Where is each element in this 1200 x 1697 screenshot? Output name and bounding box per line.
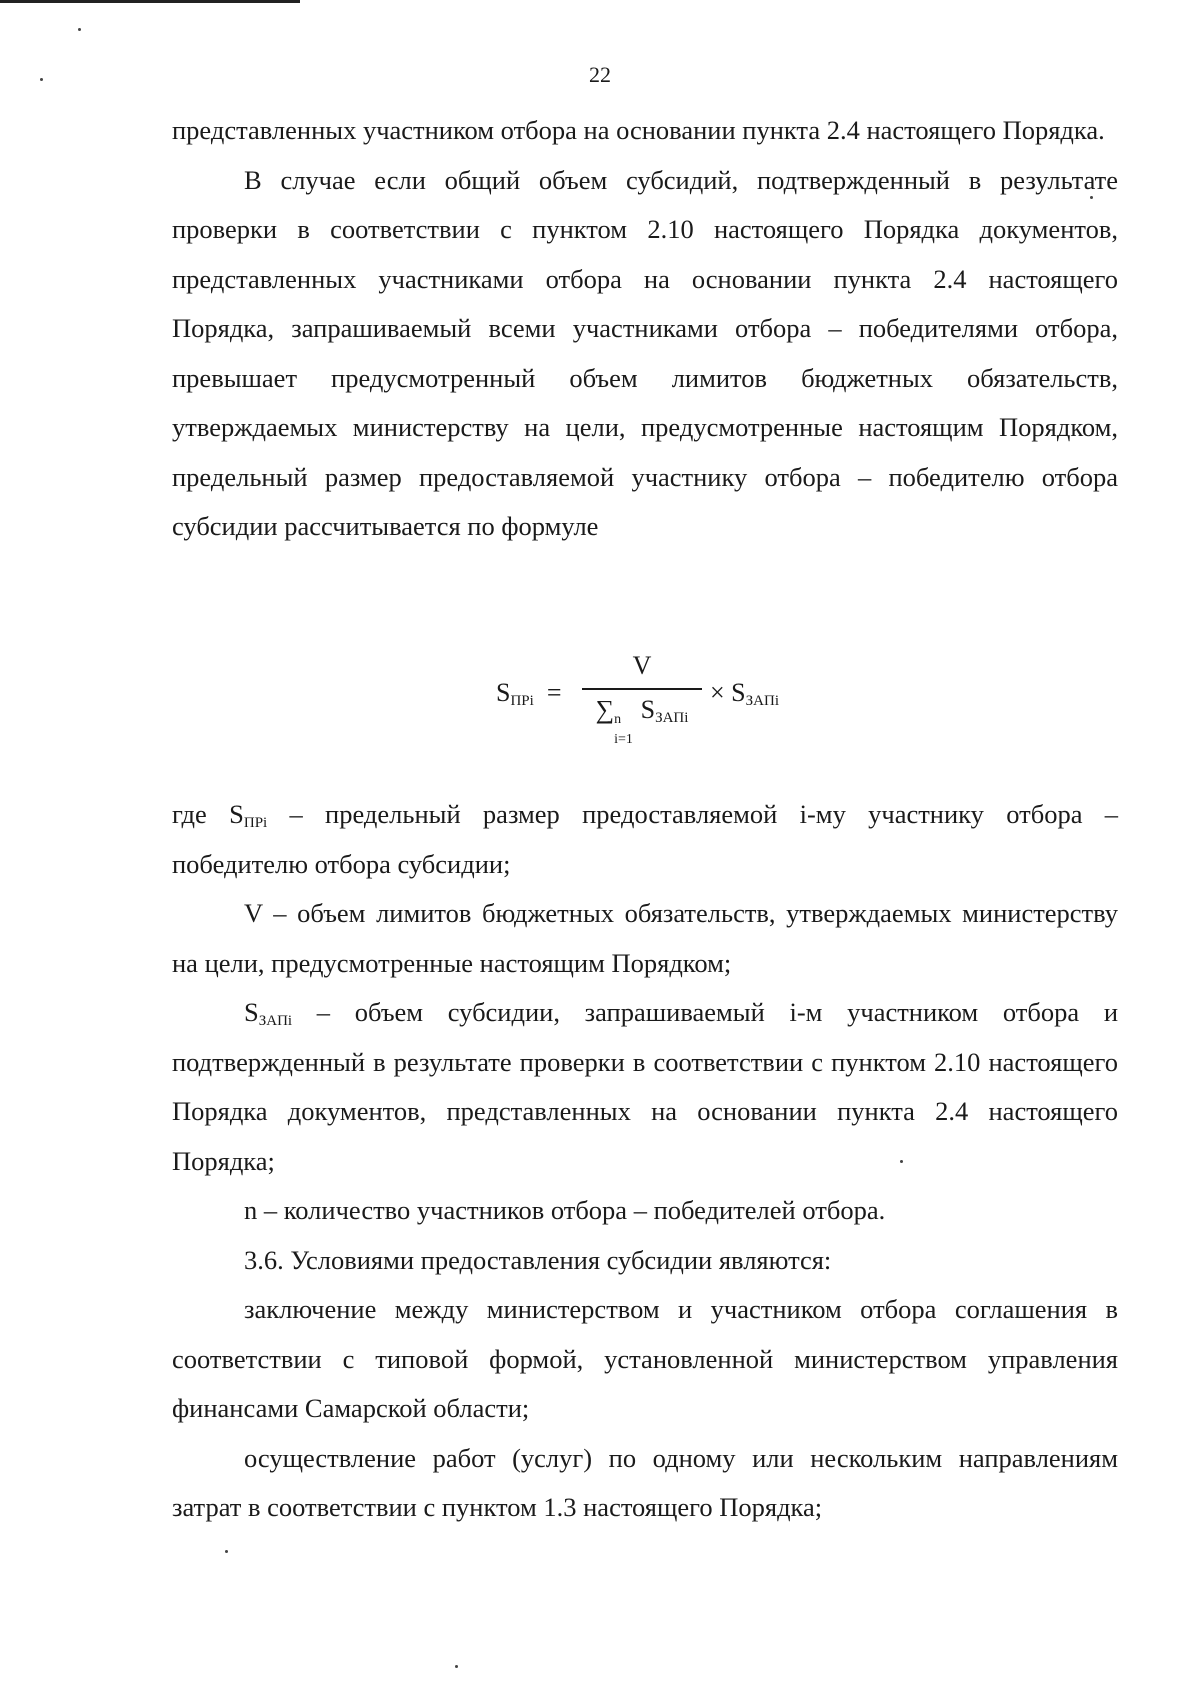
definition-v: V – объем лимитов бюджетных обязательств, утверждаемых министерству на цели, предусмотренные настоящим Порядком;	[172, 898, 1118, 978]
body-text-top	[172, 106, 1118, 552]
scan-speck	[40, 78, 43, 81]
formula-rhs	[710, 678, 779, 708]
definition-spr	[172, 790, 1118, 889]
paragraph-agreement: заключение между министерством и участником отбора соглашения в соответствии с типовой формой, установленной министерством управления финансами Самарской области;	[172, 1294, 1118, 1423]
formula-equals: =	[546, 678, 562, 707]
definition-spr-symbol: S	[229, 799, 244, 829]
formula-rhs-subscript: ЗАПi	[745, 693, 779, 709]
formula-numerator: V	[632, 651, 652, 680]
scan-speck	[455, 1665, 458, 1668]
fraction-bar	[582, 688, 702, 690]
definition-szap-symbol: S	[244, 997, 259, 1027]
scan-speck	[78, 28, 81, 31]
scan-speck	[900, 1160, 903, 1163]
definition-szap	[172, 988, 1118, 1186]
formula-lhs-symbol: S	[496, 678, 511, 707]
scan-speck	[225, 1550, 228, 1553]
sum-upper-limit: n	[614, 712, 622, 727]
sum-symbol: ∑	[595, 695, 615, 724]
formula-lhs	[496, 678, 561, 708]
definition-szap-text: – объем субсидии, запрашиваемый i-м участником отбора и подтвержденный в результате проверки в соответствии с пунктом 2.10 настоящего Порядка документов, представленных на основании пункта 2.4 настоящего Порядка;	[172, 997, 1118, 1176]
sum-lower-limit: i=1	[614, 732, 633, 747]
formula-den-subscript: ЗАПi	[655, 710, 689, 726]
body-text-bottom	[172, 790, 1118, 1533]
formula-denominator	[582, 694, 702, 747]
definition-n: n – количество участников отбора – победителей отбора.	[244, 1195, 886, 1225]
subsidy-formula	[0, 648, 1200, 747]
formula-rhs-symbol: S	[731, 678, 746, 707]
definition-szap-subscript: ЗАПi	[258, 1013, 293, 1029]
definition-spr-text: – предельный размер предоставляемой i-му участнику отбора – победителю отбора субсидии;	[172, 799, 1119, 879]
formula-den-symbol: S	[640, 695, 656, 724]
paragraph-continuation: представленных участником отбора на основании пункта 2.4 настоящего Порядка.	[172, 115, 1105, 145]
page-number: 22	[589, 62, 611, 87]
formula-times: ×	[710, 678, 725, 707]
definition-spr-prefix: где	[172, 799, 230, 829]
paragraph-3-6: 3.6. Условиями предоставления субсидии являются:	[244, 1244, 832, 1275]
formula-fraction	[582, 648, 702, 747]
scan-speck	[1090, 196, 1093, 199]
scan-edge-rule	[0, 0, 300, 3]
paragraph-subsidy-calculation: В случае если общий объем субсидий, подтвержденный в результате проверки в соответствии с пунктом 2.10 настоящего Порядка документов, представленных участниками отбора на основании пункта 2.4 настоящего Порядка, запрашиваемый всеми участниками отбора – победителями отбора, превышает предусмотренный объем лимитов бюджетных обязательств, утверждаемых министерству на цели, предусмотренные настоящим Порядком, предельный размер предоставляемой участнику отбора – победителю отбора субсидии рассчитывается по формуле	[172, 164, 1118, 541]
formula-lhs-subscript: ПРi	[510, 693, 534, 709]
definition-spr-subscript: ПРi	[243, 815, 268, 831]
paragraph-works: осуществление работ (услуг) по одному или нескольким направлениям затрат в соответствии с пунктом 1.3 настоящего Порядка;	[172, 1442, 1118, 1522]
